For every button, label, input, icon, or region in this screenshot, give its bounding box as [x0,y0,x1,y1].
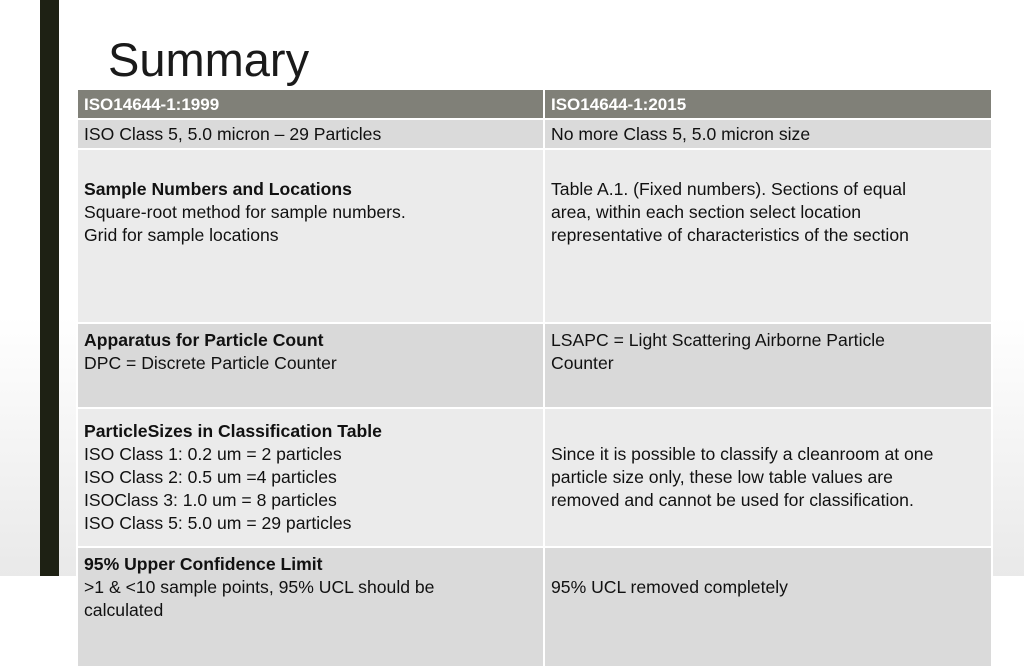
cell-line: area, within each section select location [551,202,862,222]
cell-line: ISOClass 3: 1.0 um = 8 particles [84,490,337,510]
cell-line: Grid for sample locations [84,225,279,245]
cell-sample-numbers-1999 [77,149,544,323]
cell-heading: 95% Upper Confidence Limit [84,554,323,574]
slide-title: Summary [108,33,310,86]
cell-sample-numbers-2015 [544,149,992,323]
cell-line: LSAPC = Light Scattering Airborne Particle [551,330,885,350]
table-row [77,119,992,149]
cell-heading: Sample Numbers and Locations [84,179,352,199]
cell-ucl-1999 [77,547,544,667]
cell-line: removed and cannot be used for classification. [551,490,914,510]
cell-heading: ParticleSizes in Classification Table [84,421,382,441]
cell-line: ISO Class 1: 0.2 um = 2 particles [84,444,342,464]
table-row [77,408,992,547]
cell-class5-2015: No more Class 5, 5.0 micron size [544,119,992,149]
cell-heading: Apparatus for Particle Count [84,330,324,350]
cell-line: Table A.1. (Fixed numbers). Sections of equal [551,179,906,199]
cell-line: DPC = Discrete Particle Counter [84,353,337,373]
summary-table [76,88,993,668]
cell-particle-sizes-1999 [77,408,544,547]
cell-ucl-2015: 95% UCL removed completely [544,547,992,667]
table-row [77,323,992,408]
cell-line: calculated [84,600,164,620]
cell-line: Counter [551,353,614,373]
slide-accent-bar [40,0,59,576]
cell-apparatus-2015 [544,323,992,408]
cell-line: representative of characteristics of the section [551,225,909,245]
cell-line: Since it is possible to classify a cleanroom at one [551,444,934,464]
cell-apparatus-1999 [77,323,544,408]
cell-line: ISO Class 2: 0.5 um =4 particles [84,467,337,487]
cell-class5-1999: ISO Class 5, 5.0 micron – 29 Particles [77,119,544,149]
cell-line: >1 & <10 sample points, 95% UCL should be [84,577,435,597]
cell-line: Square-root method for sample numbers. [84,202,406,222]
table-row [77,149,992,323]
table-header-row [77,89,992,119]
header-iso-1999: ISO14644-1:1999 [77,89,544,119]
cell-line: ISO Class 5: 5.0 um = 29 particles [84,513,352,533]
cell-particle-sizes-2015 [544,408,992,547]
table-row [77,547,992,667]
cell-line: particle size only, these low table values are [551,467,893,487]
header-iso-2015: ISO14644-1:2015 [544,89,992,119]
